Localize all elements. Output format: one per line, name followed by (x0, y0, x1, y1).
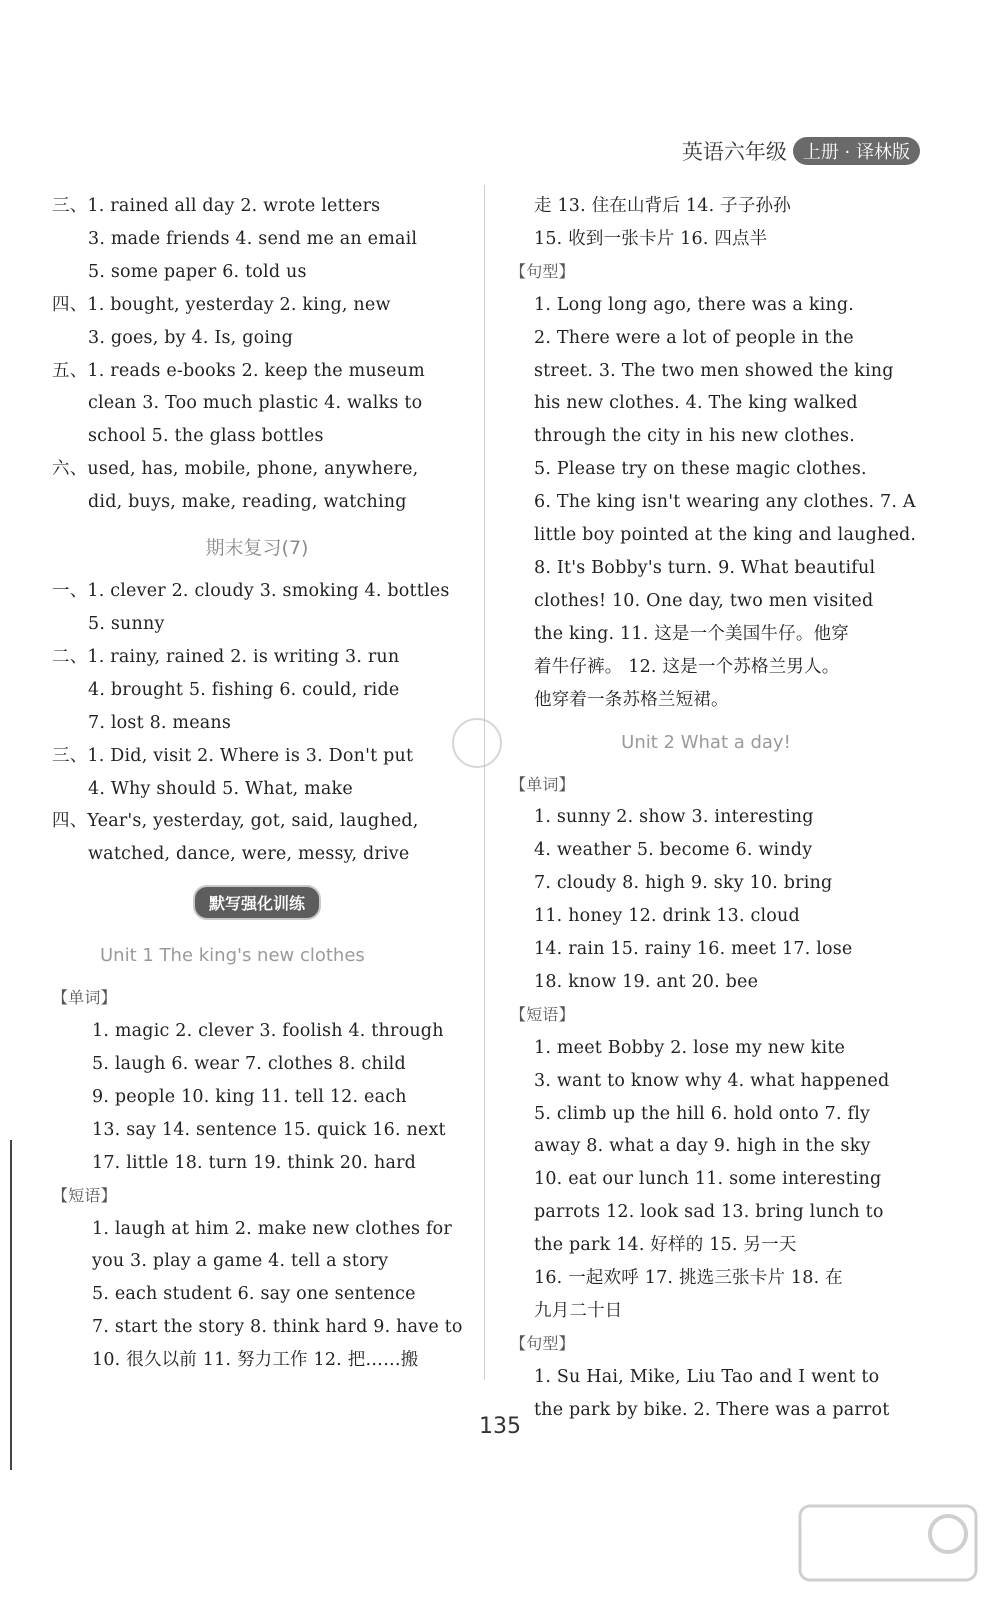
words-list (52, 1015, 462, 1180)
page-number: 135 (479, 1414, 521, 1439)
answer-line: 10. 很久以前 11. 努力工作 12. 把……搬 (92, 1350, 419, 1371)
unit-title: Unit 1 The king's new clothes (100, 945, 365, 967)
final-review-answers-block (52, 575, 462, 871)
unit-title: Unit 2 What a day! (621, 731, 791, 753)
answer-line: 17. little 18. turn 19. think 20. hard (92, 1152, 417, 1173)
answer-line: 8. It's Bobby's turn. 9. What beautiful (534, 557, 876, 578)
watermark-logo-icon (798, 1504, 978, 1582)
answer-line: 1. Su Hai, Mike, Liu Tao and I went to (534, 1366, 880, 1387)
answer-line: 三、1. Did, visit 2. Where is 3. Don't put (52, 745, 414, 766)
answer-line: 3. goes, by 4. Is, going (88, 327, 293, 348)
answer-line: away 8. what a day 9. high in the sky (534, 1136, 871, 1157)
section-title: 期末复习(7) (205, 537, 309, 560)
answer-line: 四、1. bought, yesterday 2. king, new (52, 294, 391, 315)
answer-line: school 5. the glass bottles (88, 426, 324, 447)
phrases-list (52, 1213, 462, 1378)
answer-line: street. 3. The two men showed the king (534, 360, 894, 381)
answer-line: 三、1. rained all day 2. wrote letters (52, 196, 381, 216)
answer-line: 1. meet Bobby 2. lose my new kite (534, 1037, 846, 1058)
answer-line: did, buys, make, reading, watching (88, 492, 407, 513)
answer-line: 六、used, has, mobile, phone, anywhere, (52, 459, 419, 480)
phrases-tag: 【短语】 (52, 1185, 117, 1205)
answer-line: 4. brought 5. fishing 6. could, ride (88, 679, 400, 700)
answer-line: 5. each student 6. say one sentence (92, 1284, 416, 1305)
answer-line: 5. some paper 6. told us (88, 261, 307, 282)
words-list (510, 801, 902, 998)
answer-line: 1. sunny 2. show 3. interesting (534, 807, 814, 828)
answer-line: 7. start the story 8. think hard 9. have to (92, 1317, 463, 1338)
answer-line: 9. people 10. king 11. tell 12. each (92, 1086, 407, 1107)
answer-line: 5. Please try on these magic clothes. (534, 459, 867, 480)
answer-line: 5. sunny (88, 613, 165, 634)
answer-line: 四、Year's, yesterday, got, said, laughed, (52, 811, 419, 832)
answer-line: 1. Long long ago, there was a king. (534, 294, 855, 315)
answer-line: clean 3. Too much plastic 4. walks to (88, 393, 423, 414)
answer-line: 五、1. reads e-books 2. keep the museum (52, 360, 425, 381)
answer-line: 着牛仔裤。 12. 这是一个苏格兰男人。 (534, 656, 840, 677)
answer-line: 1. laugh at him 2. make new clothes for (92, 1218, 452, 1239)
page-header (682, 136, 920, 166)
phrases-tag: 【短语】 (510, 1004, 575, 1024)
answer-line: 11. honey 12. drink 13. cloud (534, 906, 800, 927)
answer-line: 14. rain 15. rainy 16. meet 17. lose (534, 939, 853, 960)
phrases-list (510, 1032, 902, 1328)
answer-line: 3. made friends 4. send me an email (88, 228, 418, 249)
sentences-tag: 【句型】 (510, 1333, 575, 1353)
sentences-tag: 【句型】 (510, 261, 575, 281)
left-column (52, 190, 462, 1377)
answer-line: 走 13. 住在山背后 14. 子子孙孙 (534, 196, 791, 216)
right-column (510, 190, 917, 1427)
answer-line: 4. weather 5. become 6. windy (534, 840, 813, 861)
answer-line: 18. know 19. ant 20. bee (534, 971, 759, 992)
answer-line: little boy pointed at the king and laughed. (534, 525, 917, 546)
answer-line: watched, dance, were, messy, drive (88, 844, 410, 865)
answer-line: through the city in his new clothes. (534, 426, 855, 447)
answer-line: 4. Why should 5. What, make (88, 778, 353, 799)
edition-badge: 上册 · 译林版 (793, 137, 920, 165)
review-answers-block (52, 190, 462, 519)
answer-line: 7. cloudy 8. high 9. sky 10. bring (534, 873, 833, 894)
answer-line: 1. magic 2. clever 3. foolish 4. through (92, 1021, 444, 1042)
answer-line: 15. 收到一张卡片 16. 四点半 (534, 228, 768, 249)
words-tag: 【单词】 (52, 988, 117, 1008)
words-tag: 【单词】 (510, 774, 575, 794)
answer-line: parrots 12. look sad 13. bring lunch to (534, 1202, 884, 1223)
answer-line: 二、1. rainy, rained 2. is writing 3. run (52, 646, 400, 667)
answer-line: 2. There were a lot of people in the (534, 327, 854, 348)
answer-line: 16. 一起欢呼 17. 挑选三张卡片 18. 在 (534, 1268, 843, 1289)
answer-line: 他穿着一条苏格兰短裙。 (534, 689, 729, 710)
answer-line: you 3. play a game 4. tell a story (92, 1251, 389, 1272)
column-divider (484, 185, 485, 1380)
book-title: 英语六年级 (681, 140, 787, 164)
answer-line: 10. eat our lunch 11. some interesting (534, 1169, 882, 1190)
answer-line: 九月二十日 (534, 1301, 623, 1321)
answer-line: 3. want to know why 4. what happened (534, 1070, 890, 1091)
answer-line: 7. lost 8. means (88, 712, 232, 733)
answer-line: clothes! 10. One day, two men visited (534, 590, 874, 611)
answer-line: 6. The king isn't wearing any clothes. 7. A (534, 492, 916, 513)
answer-line: 一、1. clever 2. cloudy 3. smoking 4. bottles (52, 581, 450, 602)
answer-line: the king. 11. 这是一个美国牛仔。他穿 (534, 623, 849, 644)
answer-line: his new clothes. 4. The king walked (534, 393, 858, 414)
sentences-list (510, 289, 917, 717)
answer-line: 5. climb up the hill 6. hold onto 7. fly (534, 1103, 871, 1124)
answer-line: 5. laugh 6. wear 7. clothes 8. child (92, 1054, 406, 1075)
dictation-banner: 默写强化训练 (193, 885, 321, 920)
answer-line: the park 14. 好样的 15. 另一天 (534, 1235, 797, 1256)
phrases-continued (510, 190, 902, 256)
answer-line: the park by bike. 2. There was a parrot (534, 1399, 890, 1420)
answer-line: 13. say 14. sentence 15. quick 16. next (92, 1119, 446, 1140)
